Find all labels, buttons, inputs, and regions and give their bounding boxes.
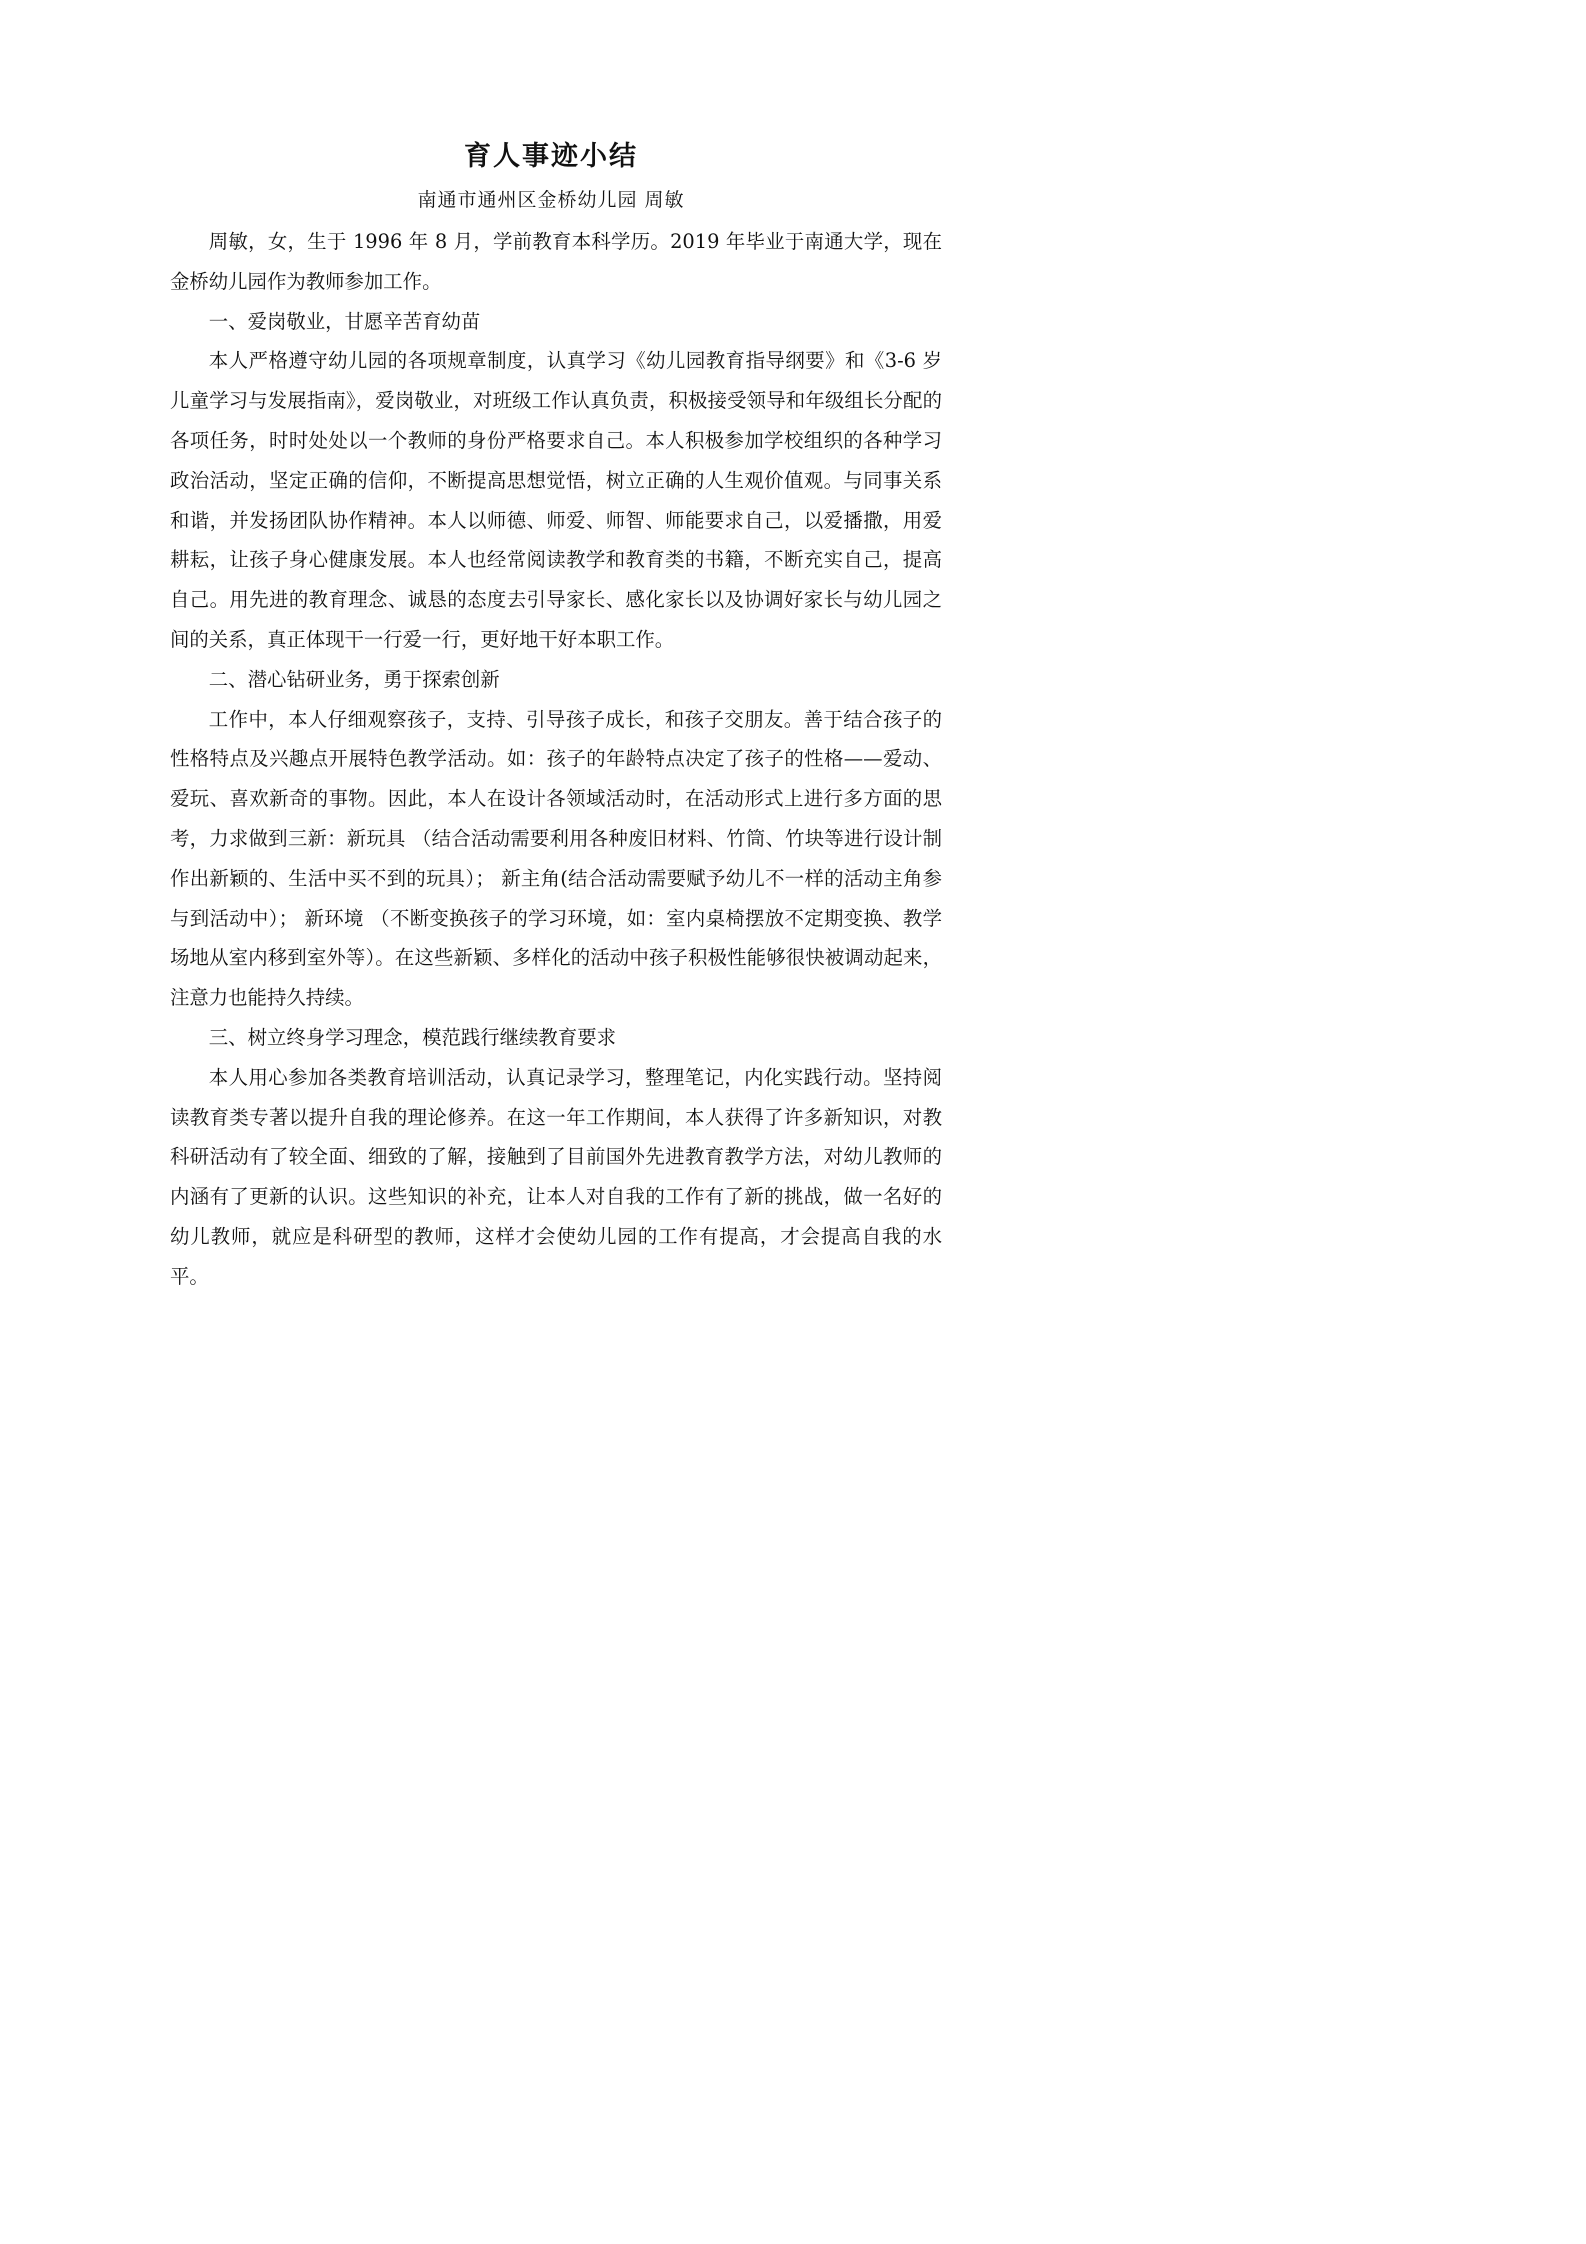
document-page [0,0,1102,1559]
paragraph-intro: 周敏，女，生于 1996 年 8 月，学前教育本科学历。2019 年毕业于南通大学，现在金桥幼儿园作为教师参加工作。 [170,230,942,293]
section-heading-1: 一、爱岗敬业，甘愿辛苦育幼苗 [208,309,481,333]
paragraph-section-1: 本人严格遵守幼儿园的各项规章制度，认真学习《幼儿园教育指导纲要》和《3-6 岁儿童学习与发展指南》，爱岗敬业，对班级工作认真负责，积极接受领导和年级组长分配的各项任务，时时处处以一个教师的身份严格要求自己。本人积极参加学校组织的各种学习政治活动，坚定正确的信仰，不断提高思想觉悟，树立正确的人生观价值观。与同事关系和谐，并发扬团队协作精神。本人以师德、师爱、师智、师能要求自己，以爱播撒，用爱耕耘，让孩子身心健康发展。本人也经常阅读教学和教育类的书籍，不断充实自己，提高自己。用先进的教育理念、诚恳的态度去引导家长、感化家长以及协调好家长与幼儿园之间的关系，真正体现干一行爱一行，更好地干好本职工作。 [170,349,942,651]
paragraph-section-2: 工作中，本人仔细观察孩子，支持、引导孩子成长，和孩子交朋友。善于结合孩子的性格特点及兴趣点开展特色教学活动。如：孩子的年龄特点决定了孩子的性格——爱动、爱玩、喜欢新奇的事物。因此，本人在设计各领域活动时，在活动形式上进行多方面的思考，力求做到三新：新玩具 （结合活动需要利用各种废旧材料、竹筒、竹块等进行设计制作出新颖的、生活中买不到的玩具）； 新主角(结合活动需要赋予幼儿不一样的活动主角参与到活动中）； 新环境 （不断变换孩子的学习环境，如：室内桌椅摆放不定期变换、教学场地从室内移到室外等）。在这些新颖、多样化的活动中孩子积极性能够很快被调动起来，注意力也能持久持续。 [170,707,942,1010]
section-heading-2: 二、潜心钻研业务，勇于探索创新 [208,667,500,691]
document-body [170,222,942,1297]
document-title: 育人事迹小结 [464,141,638,172]
section-heading-3: 三、树立终身学习理念，模范践行继续教育要求 [208,1025,616,1049]
document-author: 南通市通州区金桥幼儿园 周敏 [417,189,685,211]
paragraph-section-3: 本人用心参加各类教育培训活动，认真记录学习，整理笔记，内化实践行动。坚持阅读教育类专著以提升自我的理论修养。在这一年工作期间，本人获得了许多新知识，对教科研活动有了较全面、细致的了解，接触到了目前国外先进教育教学方法，对幼儿教师的内涵有了更新的认识。这些知识的补充，让本人对自我的工作有了新的挑战，做一名好的幼儿教师，就应是科研型的教师，这样才会使幼儿园的工作有提高，才会提高自我的水平。 [170,1065,942,1288]
